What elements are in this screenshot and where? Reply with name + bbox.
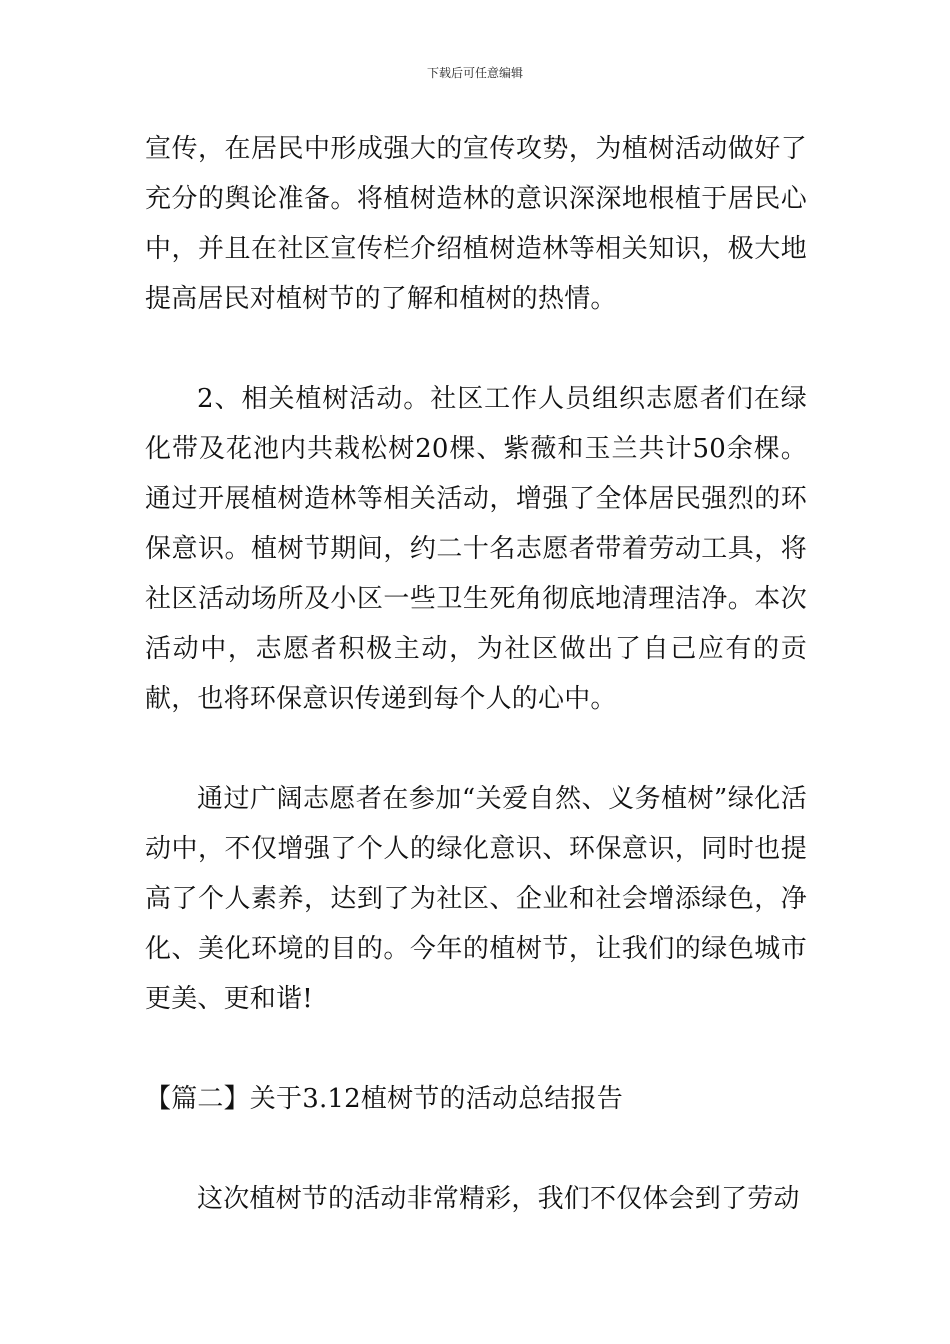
section-heading: 【篇二】关于3.12植树节的活动总结报告 <box>145 1084 623 1114</box>
paragraph-2: 2、相关植树活动。社区工作人员组织志愿者们在绿化带及花池内共栽松树20棵、紫薇和玉兰共计50余棵。通过开展植树造林等相关活动，增强了全体居民强烈的环保意识。植树节期间，约二十名志愿者带着劳动工具，将社区活动场所及小区一些卫生死角彻底地清理洁净。本次活动中，志愿者积极主动，为社区做出了自己应有的贡献，也将环保意识传递到每个人的心中。 <box>145 384 807 714</box>
paragraph-4: 这次植树节的活动非常精彩，我们不仅体会到了劳动 <box>197 1184 800 1214</box>
paragraph-1: 宣传，在居民中形成强大的宣传攻势，为植树活动做好了充分的舆论准备。将植树造林的意识深深地根植于居民心中，并且在社区宣传栏介绍植树造林等相关知识，极大地提高居民对植树节的了解和植树的热情。 <box>145 134 807 314</box>
document-body <box>145 124 807 1224</box>
paragraph-3: 通过广阔志愿者在参加“关爱自然、义务植树”绿化活动中，不仅增强了个人的绿化意识、环保意识，同时也提高了个人素养，达到了为社区、企业和社会增添绿色，净化、美化环境的目的。今年的植树节，让我们的绿色城市更美、更和谐! <box>145 784 807 1014</box>
page-header: 下载后可任意编辑 <box>426 66 523 80</box>
